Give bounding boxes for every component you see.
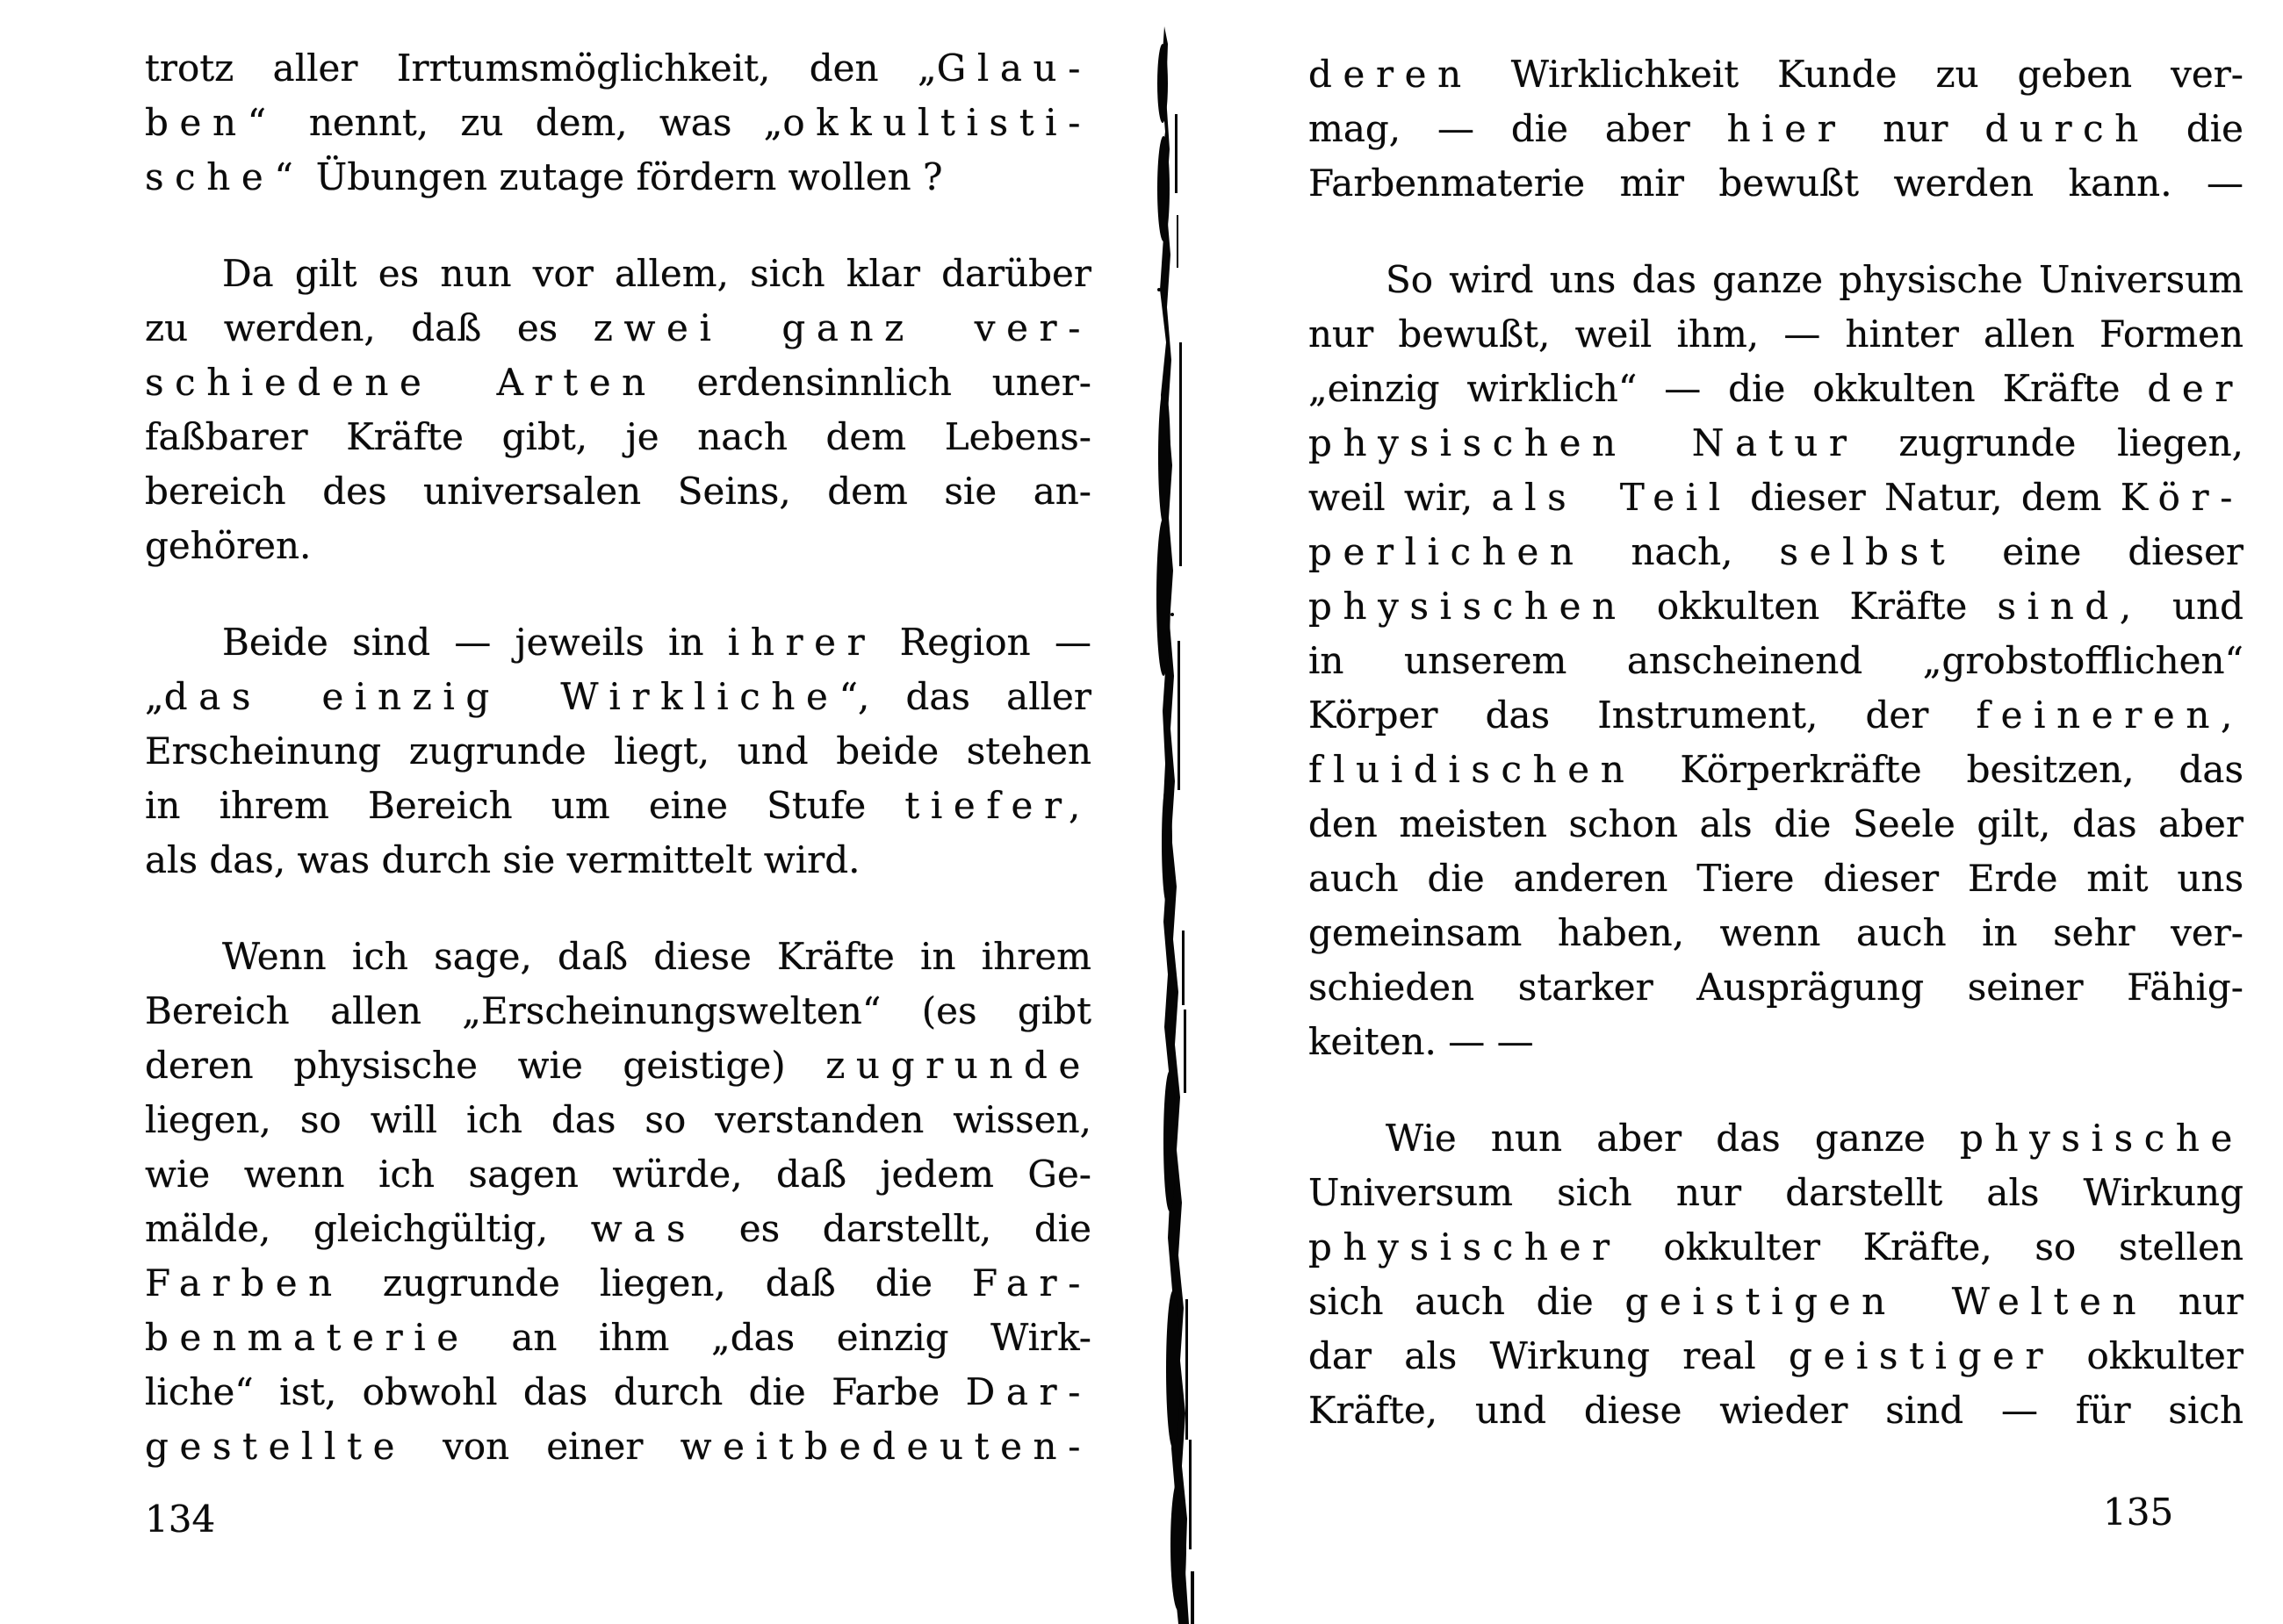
letterspaced-emphasis: Dar-	[965, 1370, 1091, 1413]
text-segment: nur	[1846, 107, 1985, 150]
text-segment: Farbenmaterie mir bewußt werden kann. —	[1308, 162, 2243, 205]
letterspaced-emphasis: geistiger	[1788, 1334, 2055, 1377]
text-segment: Da gilt es nun vor allem, sich klar darüber	[222, 252, 1091, 295]
text-segment: Körperkräfte besitzen, das	[1635, 748, 2243, 791]
text-segment: weil wir,	[1308, 476, 1492, 519]
text-line	[1308, 852, 2243, 906]
letterspaced-emphasis: zugrunde	[825, 1044, 1091, 1087]
text-segment: Region —	[875, 621, 1091, 664]
text-line	[145, 41, 1091, 96]
text-segment: trotz aller Irrtumsmöglichkeit, den „	[145, 47, 937, 90]
paragraph	[1308, 1111, 2243, 1438]
text-segment: keiten. — —	[1308, 1020, 1534, 1063]
paragraph	[1308, 253, 2243, 1069]
letterspaced-emphasis: was	[590, 1207, 697, 1250]
text-segment: liche“ ist, obwohl das durch die Farbe	[145, 1370, 966, 1413]
text-line	[145, 724, 1091, 779]
text-segment: Übungen zutage fördern wollen ?	[304, 155, 943, 198]
text-segment: und	[2142, 585, 2243, 628]
text-segment: in unserem anscheinend „grobstofflichen“	[1308, 639, 2243, 682]
letterspaced-emphasis: sind,	[1997, 585, 2143, 628]
text-segment: nur	[2147, 1280, 2243, 1323]
text-line	[145, 1311, 1091, 1365]
paragraph	[1308, 47, 2243, 211]
text-segment: deren physische wie geistige)	[145, 1044, 826, 1087]
text-line	[1308, 906, 2243, 960]
letterspaced-emphasis: physischen	[1308, 585, 1627, 628]
letterspaced-emphasis: physischer	[1308, 1225, 1621, 1268]
text-segment: zugrunde liegen, daß die	[342, 1261, 972, 1304]
text-segment: an ihm „das einzig Wirk-	[469, 1316, 1091, 1359]
text-segment: Kräfte, und diese wieder sind — für sich	[1308, 1389, 2243, 1432]
text-line	[145, 833, 1091, 887]
letterspaced-emphasis: Far-	[972, 1261, 1091, 1304]
letterspaced-emphasis: als Teil	[1491, 476, 1732, 519]
text-line	[1308, 1166, 2243, 1220]
letterspaced-emphasis: schiedene Arten	[145, 361, 657, 404]
letterspaced-emphasis: Farben	[145, 1261, 343, 1304]
text-segment: nur bewußt, weil ihm, — hinter allen Formen	[1308, 313, 2243, 356]
text-segment: So wird uns das ganze physische Universum	[1386, 258, 2243, 301]
text-line	[1308, 688, 2243, 743]
text-line	[1308, 797, 2243, 852]
text-line	[145, 150, 1091, 205]
text-segment: die	[2149, 107, 2243, 150]
page-right-text	[1308, 47, 2243, 1438]
text-segment: okkulter	[2054, 1334, 2243, 1377]
letterspaced-emphasis: hier	[1726, 107, 1847, 150]
text-line	[145, 984, 1091, 1038]
text-line	[1308, 102, 2243, 156]
text-segment: gehören.	[145, 524, 312, 567]
letterspaced-emphasis: ihrer	[727, 621, 876, 664]
text-line	[1308, 1329, 2243, 1383]
letterspaced-emphasis: ben“	[145, 101, 277, 144]
text-line	[145, 1256, 1091, 1311]
text-line	[145, 519, 1091, 573]
text-line	[1308, 1015, 2243, 1069]
paragraph	[145, 930, 1091, 1474]
text-segment: Wirklichkeit Kunde zu geben ver-	[1472, 53, 2243, 96]
text-line	[145, 464, 1091, 519]
text-segment: “, das aller	[839, 675, 1091, 718]
text-segment: wie wenn ich sagen würde, daß jedem Ge-	[145, 1153, 1091, 1196]
text-segment: den meisten schon als die Seele gilt, das aber	[1308, 802, 2243, 845]
text-segment: Bereich allen „Erscheinungswelten“ (es gibt	[145, 989, 1091, 1032]
text-line	[1308, 634, 2243, 688]
text-line	[1308, 253, 2243, 307]
text-segment: Beide sind — jeweils in	[222, 621, 728, 664]
letterspaced-emphasis: Glau-	[936, 47, 1091, 90]
text-line	[1308, 1275, 2243, 1329]
text-segment: erdensinnlich uner-	[656, 361, 1091, 404]
letterspaced-emphasis: perlichen	[1308, 530, 1585, 573]
text-segment: zu werden, daß es	[145, 306, 594, 349]
text-segment: sich auch die	[1308, 1280, 1625, 1323]
text-line	[145, 1365, 1091, 1419]
text-segment: Wenn ich sage, daß diese Kräfte in ihrem	[222, 935, 1091, 978]
text-segment: bereich des universalen Seins, dem sie an-	[145, 470, 1091, 513]
text-segment: mälde, gleichgültig,	[145, 1207, 591, 1250]
text-segment: „	[145, 675, 164, 718]
page-left-text	[145, 41, 1091, 1474]
text-line	[1308, 362, 2243, 416]
letterspaced-emphasis: Kör-	[2120, 476, 2243, 519]
text-segment: nennt, zu dem, was „	[277, 101, 783, 144]
text-segment: „einzig wirklich“ — die okkulten Kräfte	[1308, 367, 2148, 410]
text-segment: zugrunde liegen,	[1857, 421, 2243, 464]
text-line	[145, 1038, 1091, 1093]
text-segment: okkulten Kräfte	[1626, 585, 1998, 628]
text-line	[1308, 525, 2243, 579]
letterspaced-emphasis: gestellte	[145, 1425, 407, 1468]
text-segment: dar als Wirkung real	[1308, 1334, 1789, 1377]
text-line	[145, 410, 1091, 464]
text-line	[1308, 416, 2243, 471]
text-line	[145, 301, 1091, 356]
letterspaced-emphasis: physischen Natur	[1308, 421, 1858, 464]
letterspaced-emphasis: fluidischen	[1308, 748, 1636, 791]
text-segment: faßbarer Kräfte gibt, je nach dem Lebens-	[145, 415, 1091, 458]
text-line	[145, 779, 1091, 833]
text-segment: Körper das Instrument, der	[1308, 693, 1977, 737]
letterspaced-emphasis: benmaterie	[145, 1316, 470, 1359]
text-segment: als das, was durch sie vermittelt wird.	[145, 838, 861, 881]
text-line	[145, 247, 1091, 301]
letterspaced-emphasis: geistigen Welten	[1624, 1280, 2148, 1323]
text-line	[1308, 1383, 2243, 1438]
letterspaced-emphasis: sche“	[145, 155, 305, 198]
text-segment: Wie nun aber das ganze	[1386, 1117, 1960, 1160]
letterspaced-emphasis: feineren,	[1976, 693, 2243, 737]
text-segment: mag, — die aber	[1308, 107, 1727, 150]
letterspaced-emphasis: physische	[1959, 1117, 2243, 1160]
text-line	[1308, 47, 2243, 102]
text-segment: schieden starker Ausprägung seiner Fähig-	[1308, 966, 2243, 1009]
text-line	[1308, 307, 2243, 362]
page-number-left: 134	[145, 1498, 216, 1541]
paragraph	[145, 615, 1091, 887]
letterspaced-emphasis: der	[2147, 367, 2243, 410]
letterspaced-emphasis: okkultisti-	[782, 101, 1091, 144]
letterspaced-emphasis: deren	[1308, 53, 1473, 96]
text-line	[145, 615, 1091, 670]
text-line	[1308, 1111, 2243, 1166]
letterspaced-emphasis: zwei ganz ver-	[593, 306, 1091, 349]
letterspaced-emphasis: selbst	[1779, 530, 1956, 573]
text-line	[1308, 579, 2243, 634]
paragraph	[145, 247, 1091, 573]
letterspaced-emphasis: das einzig Wirkliche	[163, 675, 839, 718]
text-line	[145, 1202, 1091, 1256]
text-segment: liegen, so will ich das so verstanden wissen,	[145, 1098, 1091, 1141]
text-segment: okkulter Kräfte, so stellen	[1620, 1225, 2243, 1268]
letterspaced-emphasis: weitbedeuten-	[680, 1425, 1091, 1468]
text-segment: Universum sich nur darstellt als Wirkung	[1308, 1171, 2243, 1214]
letterspaced-emphasis: durch	[1984, 107, 2150, 150]
text-segment: eine dieser	[1955, 530, 2243, 573]
text-line	[1308, 960, 2243, 1015]
text-line	[1308, 1220, 2243, 1275]
text-line	[1308, 471, 2243, 525]
text-segment: es darstellt, die	[696, 1207, 1091, 1250]
text-line	[145, 1147, 1091, 1202]
text-segment: in ihrem Bereich um eine Stufe	[145, 784, 905, 827]
text-line	[145, 1419, 1091, 1474]
text-segment: dieser Natur, dem	[1731, 476, 2121, 519]
text-segment: auch die anderen Tiere dieser Erde mit uns	[1308, 857, 2243, 900]
text-segment: von einer	[406, 1425, 681, 1468]
text-segment: gemeinsam haben, wenn auch in sehr ver-	[1308, 911, 2243, 954]
text-line	[145, 356, 1091, 410]
text-line	[145, 670, 1091, 724]
text-line	[1308, 743, 2243, 797]
binding-gutter-artifact	[1124, 0, 1229, 1624]
letterspaced-emphasis: tiefer,	[904, 784, 1091, 827]
page-number-right: 135	[2103, 1491, 2174, 1534]
paragraph	[145, 41, 1091, 205]
text-line	[145, 930, 1091, 984]
text-line	[145, 96, 1091, 150]
text-line	[1308, 156, 2243, 211]
text-line	[145, 1093, 1091, 1147]
text-segment: Erscheinung zugrunde liegt, und beide stehen	[145, 729, 1091, 772]
text-segment: nach,	[1584, 530, 1780, 573]
